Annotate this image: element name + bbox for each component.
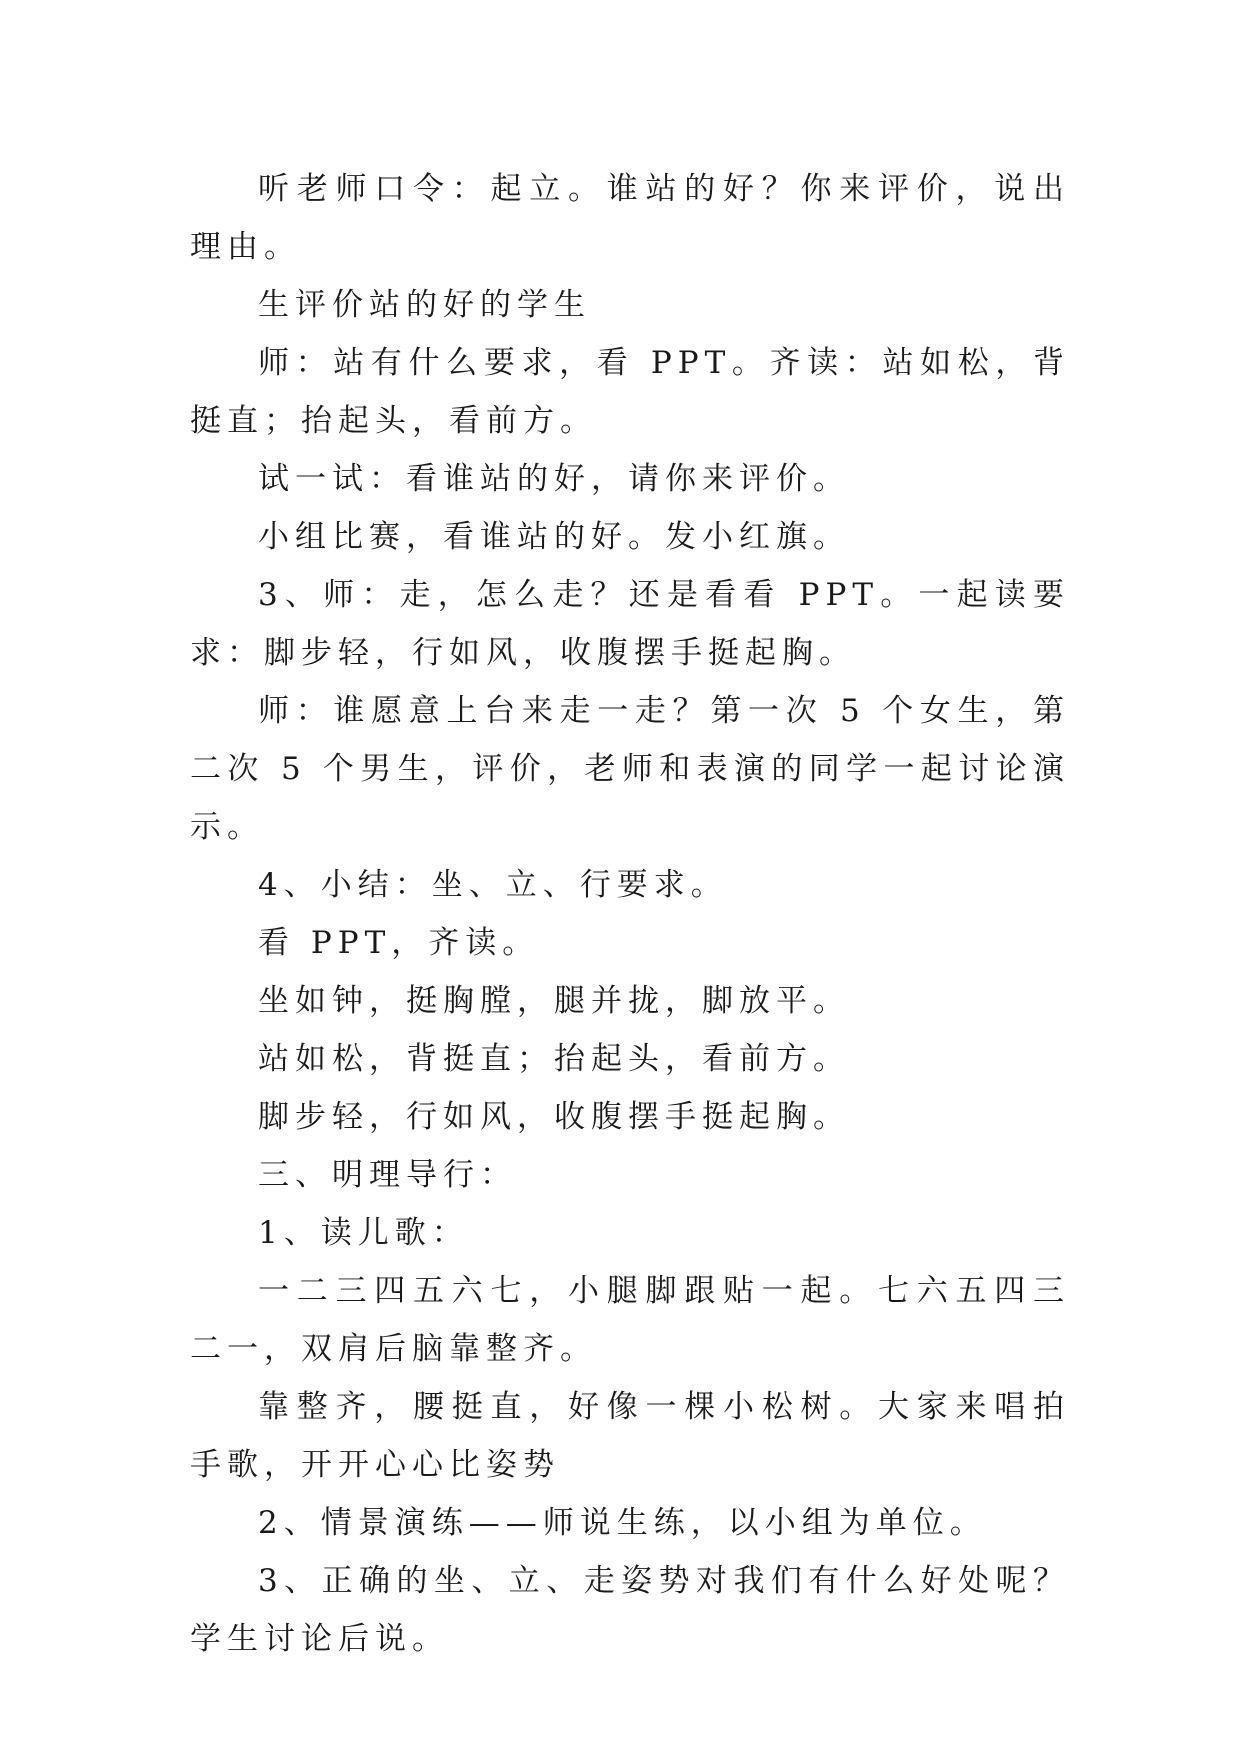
paragraph: 师：谁愿意上台来走一走？第一次 5 个女生，第二次 5 个男生，评价，老师和表演的同学一起讨论演示。 [190,693,1070,845]
paragraph: 听老师口令：起立。谁站的好？你来评价，说出理由。 [190,171,1070,265]
paragraph: 师：站有什么要求，看 PPT。齐读：站如松，背挺直；抬起头，看前方。 [190,345,1070,439]
document-body [190,160,1070,1668]
paragraph: 试一试：看谁站的好，请你来评价。 [258,461,850,497]
paragraph: 1、读儿歌： [258,1215,469,1251]
paragraph: 一二三四五六七，小腿脚跟贴一起。七六五四三二一，双肩后脑靠整齐。 [190,1273,1070,1367]
paragraph: 站如松，背挺直；抬起头，看前方。 [258,1041,850,1077]
paragraph: 3、师：走，怎么走？还是看看 PPT。一起读要求：脚步轻，行如风，收腹摆手挺起胸。 [190,577,1070,671]
paragraph: 坐如钟，挺胸膛，腿并拢，脚放平。 [258,983,850,1019]
paragraph: 2、情景演练——师说生练，以小组为单位。 [258,1505,987,1541]
paragraph: 三、明理导行： [258,1157,517,1193]
paragraph: 小组比赛，看谁站的好。发小红旗。 [258,519,850,555]
paragraph: 3、正确的坐、立、走姿势对我们有什么好处呢？学生讨论后说。 [190,1563,1070,1657]
paragraph: 脚步轻，行如风，收腹摆手挺起胸。 [258,1099,850,1135]
paragraph: 看 PPT，齐读。 [258,925,540,961]
paragraph: 靠整齐，腰挺直，好像一棵小松树。大家来唱拍手歌，开开心心比姿势 [190,1389,1070,1483]
paragraph: 4、小结：坐、立、行要求。 [258,867,728,903]
paragraph: 生评价站的好的学生 [258,287,591,323]
